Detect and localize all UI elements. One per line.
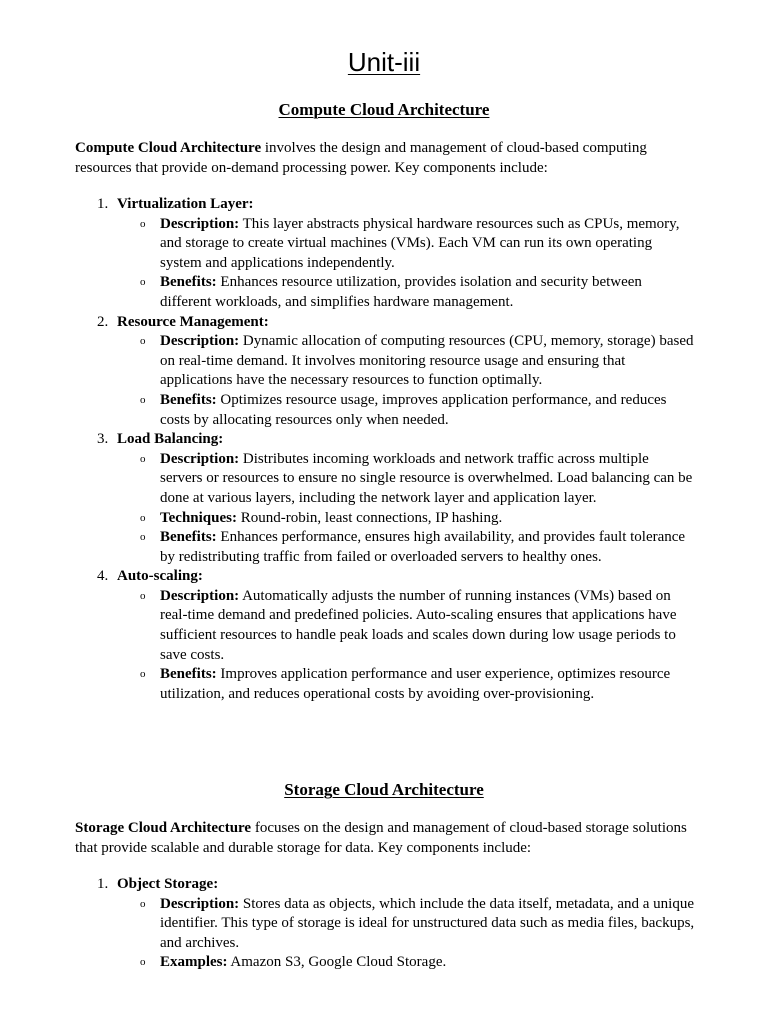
sub-list xyxy=(117,587,695,705)
sub-item-text: Enhances performance, ensures high availability, and provides fault tolerance by redistributing traffic from failed or overloaded servers to healthy ones. xyxy=(160,529,686,565)
compute-intro-lead: Compute Cloud Architecture xyxy=(75,140,262,156)
circle-bullet-icon: o xyxy=(140,956,146,969)
sub-list-item xyxy=(117,215,695,274)
sub-list-item xyxy=(117,665,695,704)
list-item xyxy=(75,567,695,704)
list-item xyxy=(75,875,695,973)
circle-bullet-icon: o xyxy=(140,531,146,544)
list-item-title: Auto-scaling: xyxy=(117,568,203,585)
circle-bullet-icon: o xyxy=(140,452,146,465)
sub-list xyxy=(117,215,695,313)
list-item-title: Virtualization Layer: xyxy=(117,196,254,212)
sub-item-text: Automatically adjusts the number of running instances (VMs) based on real-time demand and predefined policies. Auto-scaling ensures that applications have sufficient resources to handle peak loads and scales down during low usage periods to save costs. xyxy=(160,587,677,663)
sub-list xyxy=(117,332,695,430)
sub-item-label: Description: xyxy=(160,215,240,232)
compute-components-list xyxy=(75,195,695,704)
sub-item-text: Improves application performance and user experience, optimizes resource utilization, and reduces operational costs by avoiding over-provisioning. xyxy=(160,666,671,702)
sub-list-item xyxy=(117,332,695,391)
compute-section-heading: Compute Cloud Architecture xyxy=(278,100,490,119)
sub-item-label: Description: xyxy=(160,587,240,604)
sub-item-label: Benefits: xyxy=(160,529,217,546)
sub-item-label: Benefits: xyxy=(160,274,217,291)
sub-list-item xyxy=(117,587,695,665)
sub-list-item xyxy=(117,273,695,312)
list-number: 2. xyxy=(97,313,109,330)
sub-list-item xyxy=(117,528,695,567)
sub-list-item xyxy=(117,953,695,973)
list-item-title: Object Storage: xyxy=(117,876,219,892)
sub-item-text: Dynamic allocation of computing resources (CPU, memory, storage) based on real-time demand. It involves monitoring resource usage and ensuring that applications have the necessary resources to function optimally. xyxy=(160,333,694,389)
list-number: 4. xyxy=(97,568,109,585)
unit-title: Unit-iii xyxy=(347,47,421,77)
sub-item-label: Description: xyxy=(160,895,240,912)
sub-item-label: Benefits: xyxy=(160,666,217,683)
sub-item-text: Amazon S3, Google Cloud Storage. xyxy=(227,954,447,971)
sub-list xyxy=(117,450,695,568)
sub-item-text: This layer abstracts physical hardware resources such as CPUs, memory, and storage to create virtual machines (VMs). Each VM can run its own operating system and applications independently. xyxy=(160,215,680,271)
sub-list-item xyxy=(117,509,695,529)
list-number: 1. xyxy=(97,196,109,212)
storage-intro-paragraph xyxy=(75,819,695,858)
sub-item-text: Enhances resource utilization, provides isolation and security between different workloads, and simplifies hardware management. xyxy=(160,274,642,310)
sub-list xyxy=(117,895,695,973)
storage-components-list xyxy=(75,875,695,973)
sub-item-text: Optimizes resource usage, improves application performance, and reduces costs by allocating resources only when needed. xyxy=(160,391,667,428)
list-number: 3. xyxy=(97,431,109,448)
sub-item-label: Techniques: xyxy=(160,509,237,526)
sub-list-item xyxy=(117,895,695,954)
circle-bullet-icon: o xyxy=(140,589,146,602)
circle-bullet-icon: o xyxy=(140,335,146,348)
circle-bullet-icon: o xyxy=(140,897,146,910)
compute-intro-paragraph xyxy=(75,139,695,178)
circle-bullet-icon: o xyxy=(140,393,146,406)
sub-item-text: Distributes incoming workloads and network traffic across multiple servers or resources to ensure no single resource is overwhelmed. Load balancing can be done at various layers, including the network layer and application layer. xyxy=(160,450,693,506)
circle-bullet-icon: o xyxy=(140,276,146,289)
compute-intro-text: involves the design and management of cloud-based computing resources that provide on-demand processing power. Key components include: xyxy=(75,140,647,176)
sub-item-label: Description: xyxy=(160,333,240,350)
circle-bullet-icon: o xyxy=(140,668,146,681)
sub-item-label: Benefits: xyxy=(160,391,217,408)
sub-item-text: Stores data as objects, which include the data itself, metadata, and a unique identifier. This type of storage is ideal for unstructured data such as media files, backups, and archives. xyxy=(160,895,695,951)
storage-intro-text: focuses on the design and management of cloud-based storage solutions that provide scalable and durable storage for data. Key components include: xyxy=(75,820,687,856)
sub-list-item xyxy=(117,391,695,430)
circle-bullet-icon: o xyxy=(140,511,146,524)
list-item-title: Load Balancing: xyxy=(117,431,224,448)
storage-section-heading: Storage Cloud Architecture xyxy=(284,780,484,799)
sub-item-text: Round-robin, least connections, IP hashing. xyxy=(236,509,503,526)
storage-intro-lead: Storage Cloud Architecture xyxy=(75,820,252,836)
circle-bullet-icon: o xyxy=(140,217,146,230)
list-item-title: Resource Management: xyxy=(117,313,269,330)
sub-list-item xyxy=(117,450,695,509)
list-number: 1. xyxy=(97,876,109,892)
sub-item-label: Examples: xyxy=(160,954,228,971)
sub-item-label: Description: xyxy=(160,450,240,467)
list-item xyxy=(75,430,695,567)
list-item xyxy=(75,195,695,313)
list-item xyxy=(75,313,695,431)
